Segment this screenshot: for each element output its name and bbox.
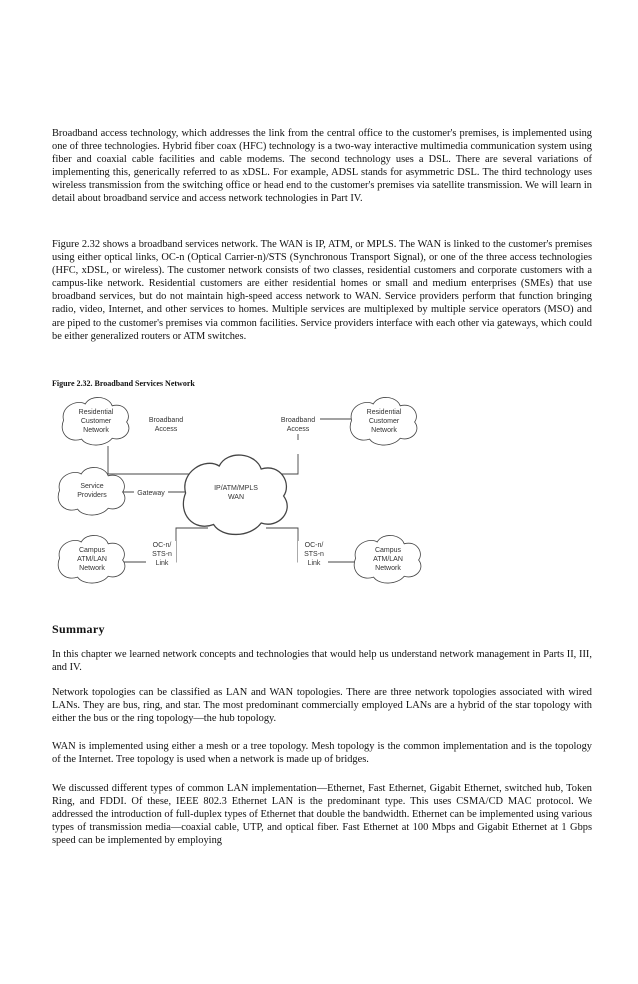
ocn-link-label-left: Link: [155, 560, 169, 567]
cloud-label-line: Network: [371, 427, 397, 434]
cloud-label-line: IP/ATM/MPLS: [214, 485, 258, 492]
cloud-label-line: Campus: [78, 547, 106, 554]
broadband-access-label-left: Access: [154, 426, 178, 433]
paragraph-figure-description: Figure 2.32 shows a broadband services network. The WAN is IP, ATM, or MPLS. The WAN is linked to the customer's premises using either optical links, OC-n (Optical Carrier-n)/STS (Synchronous Transport Signal), or one of the three access technologies (HFC, xDSL, or wireless). The customer network consists of two classes, residential customers and corporate customers with a campus-like network. Residential customers are either residential homes or small and medium enterprises (SMEs) that use broadband services, but do not maintain high-speed access network to WAN. Service providers perform that function bringing radio, video, Internet, and other services to homes. Multiple services are multiplexed by multiple service operators (MSO) and are piped to the customer's premises via common facilities. Service providers interface with each other via gateways, which could be either generalized routers or ATM switches.: [52, 239, 592, 342]
paragraph-broadband-access: Broadband access technology, which addresses the link from the central office to the customer's premises, is implemented using one of three technologies. Hybrid fiber coax (HFC) technology is a two-way interactive multimedia communication system using fiber and coaxial cable facilities and cable modems. The second technology uses a DSL. There are several variations of implementing this, generically referred to as xDSL. For example, ADSL stands for asymmetric DSL. The third technology uses wireless transmission from the switching office or head end to the customer's premises via satellite transmission. We will learn in detail about broadband service and access network technologies in Part IV.: [52, 128, 592, 205]
broadband-access-label-left: Broadband: [148, 417, 184, 424]
cloud-label-line: Providers: [77, 492, 107, 499]
cloud-label-line: ATM/LAN: [373, 556, 403, 563]
service-providers: [58, 467, 125, 515]
summary-paragraph: Network topologies can be classified as LAN and WAN topologies. There are three network topologies associated with wired LANs. They are bus, ring, and star. The most predominant commercially employed LANs are a hybrid of the star topology with either the bus or the ring topology—the hub topology.: [52, 687, 592, 725]
cloud-label-line: WAN: [227, 494, 245, 501]
gateway-label: Gateway: [137, 490, 165, 497]
ocn-link-label-right: Link: [307, 560, 321, 567]
cloud-label-line: Service: [80, 483, 104, 490]
broadband-network-diagram: [52, 392, 432, 604]
ocn-link-label-right: STS-n: [304, 551, 324, 558]
summary-paragraph: We discussed different types of common LAN implementation—Ethernet, Fast Ethernet, Gigabit Ethernet, switched hub, Token Ring, and FDDI. Of these, IEEE 802.3 Ethernet LAN is the predominant type. This uses CSMA/CD MAC protocol. We addressed the introduction of full-duplex types of Ethernet that double the bandwidth. Ethernet can be implemented using various types of transmission media—coaxial cable, UTP, and optical fiber. Fast Ethernet at 100 Mbps and Gigabit Ethernet at 1 Gbps speed can be implemented by employing: [52, 783, 592, 847]
residential-customer-network-right: [350, 397, 417, 445]
summary-paragraph: In this chapter we learned network concepts and technologies that would help us understand network management in Parts II, III, and IV.: [52, 649, 592, 674]
cloud-label-line: Customer: [80, 418, 112, 425]
cloud-label-line: Network: [79, 565, 105, 572]
summary-heading: Summary: [52, 622, 105, 636]
broadband-access-label-right: Access: [286, 426, 310, 433]
cloud-label-line: Network: [83, 427, 109, 434]
cloud-label-line: Customer: [368, 418, 400, 425]
figure-title: Figure 2.32. Broadband Services Network: [52, 379, 195, 388]
cloud-label-line: ATM/LAN: [77, 556, 107, 563]
cloud-label-line: Campus: [374, 547, 402, 554]
ocn-link-label-right: OC-n/: [304, 542, 324, 549]
cloud-label-line: Network: [375, 565, 401, 572]
summary-paragraph: WAN is implemented using either a mesh or a tree topology. Mesh topology is the common implementation and is the topology of the Internet. Tree topology is used when a network is made up of bridges.: [52, 741, 592, 766]
campus-network-left: [58, 535, 125, 583]
wan-cloud: [183, 455, 287, 534]
ocn-link-label-left: STS-n: [152, 551, 172, 558]
residential-customer-network-left: [62, 397, 129, 445]
cloud-label-line: Residential: [78, 409, 114, 416]
ocn-link-label-left: OC-n/: [152, 542, 172, 549]
campus-network-right: [354, 535, 421, 583]
cloud-label-line: Residential: [366, 409, 402, 416]
broadband-access-label-right: Broadband: [280, 417, 316, 424]
